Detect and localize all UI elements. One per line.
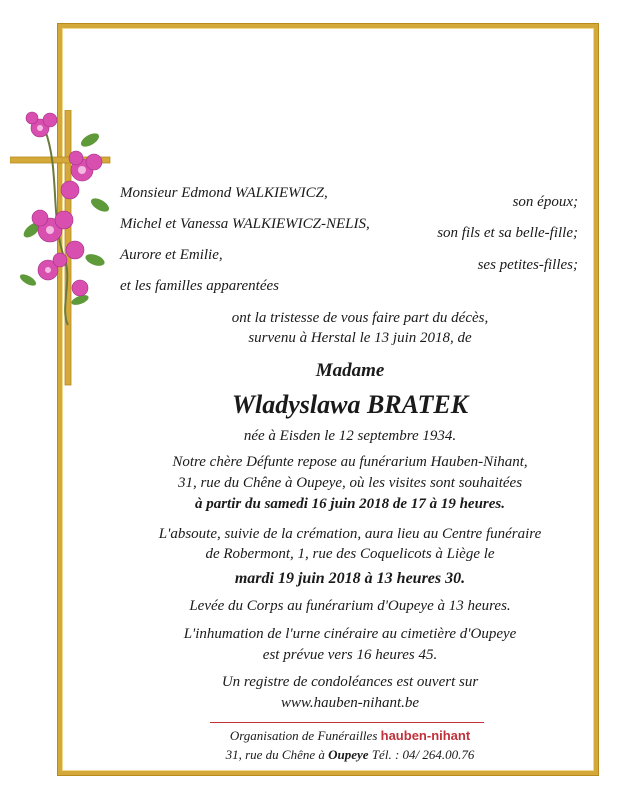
ceremony-line-2: de Robermont, 1, rue des Coquelicots à Liège le — [205, 546, 495, 562]
family-name-3: Aurore et Emilie, — [120, 247, 223, 263]
deceased-name: Wladyslawa BRATEK — [231, 390, 469, 419]
birth-line: née à Eisden le 12 septembre 1934. — [243, 428, 457, 444]
footer-address-town: Oupeye — [328, 747, 369, 762]
footer-address — [150, 747, 550, 763]
levee-line: Levée du Corps au funérarium d'Oupeye à 13 heures. — [189, 598, 511, 614]
family-relation-2: son fils et sa belle-fille; — [437, 225, 578, 241]
ceremony-line-1: L'absoute, suivie de la crémation, aura lieu au Centre funéraire — [158, 526, 542, 542]
footer-phone: Tél. : 04/ 264.00.76 — [371, 747, 475, 762]
inhumation-line-1: L'inhumation de l'urne cinéraire au cimetière d'Oupeye — [183, 626, 517, 642]
visitation-line-3: à partir du samedi 16 juin 2018 de 17 à 19 heures. — [194, 496, 506, 512]
announcement-line-2: survenu à Herstal le 13 juin 2018, de — [248, 330, 472, 346]
family-relation-3: ses petites-filles; — [477, 257, 578, 273]
family-name-4: et les familles apparentées — [120, 278, 279, 294]
inhumation-line-2: est prévue vers 16 heures 45. — [262, 647, 438, 663]
visitation-line-2: 31, rue du Chêne à Oupeye, où les visites sont souhaitées — [177, 475, 523, 491]
footer-organisation — [150, 728, 550, 744]
family-name-1: Monsieur Edmond WALKIEWICZ, — [120, 185, 328, 201]
family-relation-1: son époux; — [512, 194, 578, 210]
visitation-line-1: Notre chère Défunte repose au funérarium Hauben-Nihant, — [172, 454, 528, 470]
footer-address-pre: 31, rue du Chêne à — [225, 747, 325, 762]
register-website[interactable]: www.hauben-nihant.be — [280, 695, 420, 711]
deceased-title: Madame — [315, 360, 385, 381]
footer-brand: hauben-nihant — [380, 728, 471, 743]
footer-divider — [210, 722, 484, 723]
register-line-1: Un registre de condoléances est ouvert sur — [221, 674, 479, 690]
cross-with-flowers-icon — [10, 110, 120, 390]
ceremony-line-3: mardi 19 juin 2018 à 13 heures 30. — [234, 570, 466, 587]
family-name-2: Michel et Vanessa WALKIEWICZ-NELIS, — [120, 216, 370, 232]
footer-org-label: Organisation de Funérailles — [229, 728, 378, 743]
announcement-line-1: ont la tristesse de vous faire part du décès, — [231, 310, 489, 326]
